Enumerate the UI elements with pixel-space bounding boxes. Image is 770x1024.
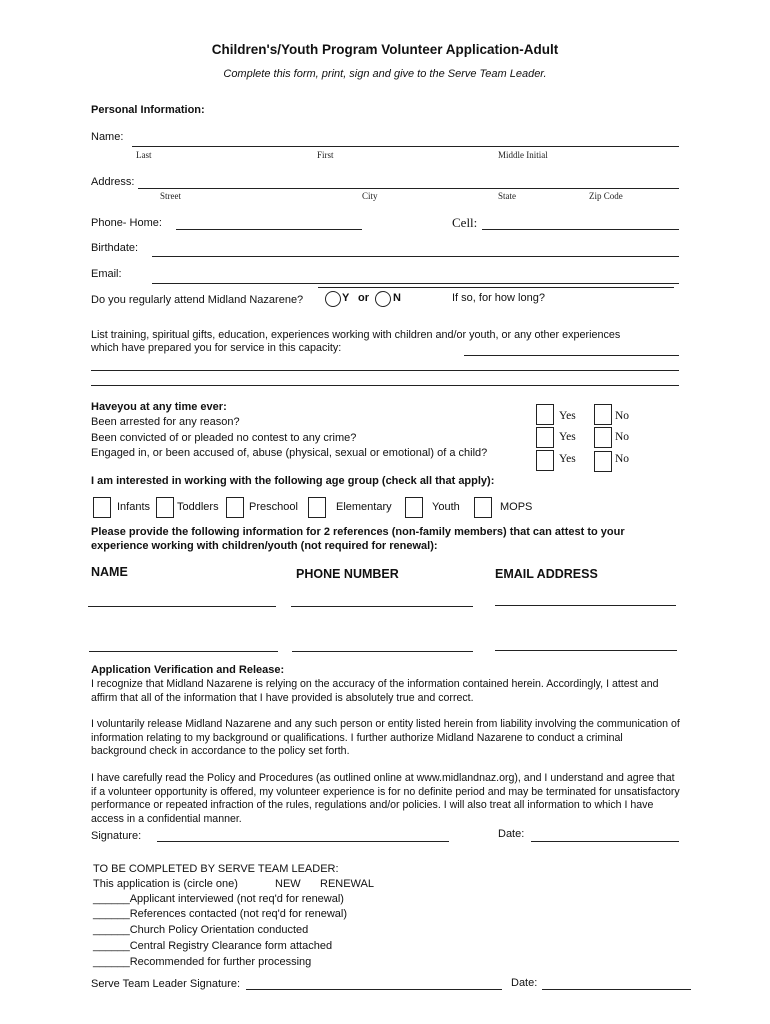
name-sub-last: Last [136, 150, 152, 160]
training-line-2[interactable] [91, 370, 679, 371]
background-q1: Been arrested for any reason? [91, 416, 240, 428]
name-label: Name: [91, 131, 124, 143]
form-subtitle: Complete this form, print, sign and give to the Serve Team Leader. [223, 68, 547, 80]
q1-yes-checkbox[interactable] [536, 404, 554, 425]
release-paragraph-3: I have carefully read the Policy and Procedures (as outlined online at www.midlandnaz.org), and I understand and agree that if a volunteer opportunity is offered, my volunteer experience is for no definite period and may be terminated for unsatisfactory performance or repeated infraction of the rules, regulations and/or policies. I will also treat all information to which I have access in a confidential manner. [91, 772, 680, 825]
ref-col-name: NAME [91, 565, 128, 579]
address-sub-zip: Zip Code [589, 191, 623, 201]
leader-item-3[interactable]: ______Church Policy Orientation conducted [93, 924, 309, 936]
elementary-checkbox[interactable] [308, 497, 326, 518]
mops-checkbox[interactable] [474, 497, 492, 518]
address-field[interactable] [138, 188, 679, 189]
preschool-label: Preschool [249, 501, 298, 513]
references-prompt-2: experience working with children/youth (not required for renewal): [91, 540, 438, 552]
ref1-email-field[interactable] [495, 605, 676, 606]
leader-signature-field[interactable] [246, 989, 502, 990]
release-paragraph-1: I recognize that Midland Nazarene is relying on the accuracy of the information contained herein. Accordingly, I attest and affirm that all of the information that I have provided is absolutely true and correct. [91, 678, 659, 704]
infants-label: Infants [117, 501, 151, 513]
ref-col-phone: PHONE NUMBER [296, 567, 399, 581]
address-sub-city: City [362, 191, 378, 201]
leader-item-5[interactable]: ______Recommended for further processing [93, 956, 312, 968]
q2-yes-label: Yes [559, 431, 576, 443]
how-long-label: If so, for how long? [452, 292, 545, 304]
q1-yes-label: Yes [559, 410, 576, 422]
youth-checkbox[interactable] [405, 497, 423, 518]
leader-heading: TO BE COMPLETED BY SERVE TEAM LEADER: [93, 863, 339, 875]
training-prompt-1: List training, spiritual gifts, education, experiences working with children and/or youth, or any other experiences [91, 329, 621, 341]
leader-new-option[interactable]: NEW [275, 878, 301, 890]
cell-label: Cell: [452, 215, 478, 230]
background-heading: Haveyou at any time ever: [91, 401, 227, 413]
birthdate-label: Birthdate: [91, 242, 139, 254]
release-heading: Application Verification and Release: [91, 664, 285, 676]
phone-home-field[interactable] [176, 229, 362, 230]
q3-no-checkbox[interactable] [594, 451, 612, 472]
leader-date-label: Date: [511, 977, 538, 989]
attend-or-label: or [358, 292, 369, 304]
attend-no-radio[interactable] [375, 291, 391, 307]
q2-no-checkbox[interactable] [594, 427, 612, 448]
address-label: Address: [91, 176, 135, 188]
signature-field[interactable] [157, 841, 449, 842]
leader-app-is: This application is (circle one) [93, 878, 238, 890]
leader-item-1[interactable]: ______Applicant interviewed (not req'd for renewal) [93, 893, 344, 905]
q1-no-label: No [615, 410, 630, 422]
form-title: Children's/Youth Program Volunteer Application-Adult [211, 42, 559, 57]
name-sub-middle: Middle Initial [498, 150, 548, 160]
ref1-phone-field[interactable] [291, 606, 473, 607]
youth-label: Youth [432, 501, 460, 513]
q1-no-checkbox[interactable] [594, 404, 612, 425]
birthdate-field[interactable] [152, 256, 679, 257]
infants-checkbox[interactable] [93, 497, 111, 518]
toddlers-checkbox[interactable] [156, 497, 174, 518]
signature-label: Signature: [91, 830, 142, 842]
name-field[interactable] [132, 146, 679, 147]
leader-signature-label: Serve Team Leader Signature: [91, 978, 240, 990]
attend-divider [318, 287, 674, 288]
training-line-1[interactable] [464, 355, 679, 356]
q2-yes-checkbox[interactable] [536, 427, 554, 448]
leader-renewal-option[interactable]: RENEWAL [320, 878, 374, 890]
q3-yes-label: Yes [559, 453, 576, 465]
ref2-email-field[interactable] [495, 650, 677, 651]
ref-col-email: EMAIL ADDRESS [495, 567, 598, 581]
release-paragraph-2: I voluntarily release Midland Nazarene and any such person or entity listed herein from liability involving the communication of information relating to my background or qualifications. I further authorize Midland Nazarene to conduct a criminal background check in accordance to the policy set forth. [91, 718, 680, 757]
attend-question: Do you regularly attend Midland Nazarene? [91, 294, 304, 306]
q3-yes-checkbox[interactable] [536, 450, 554, 471]
address-sub-street: Street [160, 191, 181, 201]
ref1-name-field[interactable] [88, 606, 276, 607]
references-prompt-1: Please provide the following information for 2 references (non-family members) that can attest to your [91, 526, 625, 538]
leader-item-2[interactable]: ______References contacted (not req'd for renewal) [93, 908, 348, 920]
leader-item-4[interactable]: ______Central Registry Clearance form attached [93, 940, 333, 952]
age-group-heading: I am interested in working with the following age group (check all that apply): [91, 475, 495, 487]
background-q2: Been convicted of or pleaded no contest to any crime? [91, 432, 357, 444]
release-date-field[interactable] [531, 841, 679, 842]
ref2-name-field[interactable] [89, 651, 278, 652]
attend-no-label: N [393, 292, 401, 304]
release-date-label: Date: [498, 828, 525, 840]
mops-label: MOPS [500, 501, 533, 513]
q2-no-label: No [615, 431, 630, 443]
email-label: Email: [91, 268, 122, 280]
personal-info-heading: Personal Information: [91, 104, 205, 116]
leader-date-field[interactable] [542, 989, 691, 990]
toddlers-label: Toddlers [177, 501, 219, 513]
training-prompt-2: which have prepared you for service in this capacity: [91, 342, 342, 354]
training-line-3[interactable] [91, 385, 679, 386]
phone-home-label: Phone- Home: [91, 217, 162, 229]
background-q3: Engaged in, or been accused of, abuse (physical, sexual or emotional) of a child? [91, 447, 488, 459]
q3-no-label: No [615, 453, 630, 465]
attend-yes-label: Y [342, 292, 350, 304]
address-sub-state: State [498, 191, 516, 201]
elementary-label: Elementary [336, 501, 392, 513]
ref2-phone-field[interactable] [292, 651, 473, 652]
name-sub-first: First [317, 150, 334, 160]
email-field[interactable] [152, 283, 679, 284]
attend-yes-radio[interactable] [325, 291, 341, 307]
preschool-checkbox[interactable] [226, 497, 244, 518]
cell-field[interactable] [482, 229, 679, 230]
